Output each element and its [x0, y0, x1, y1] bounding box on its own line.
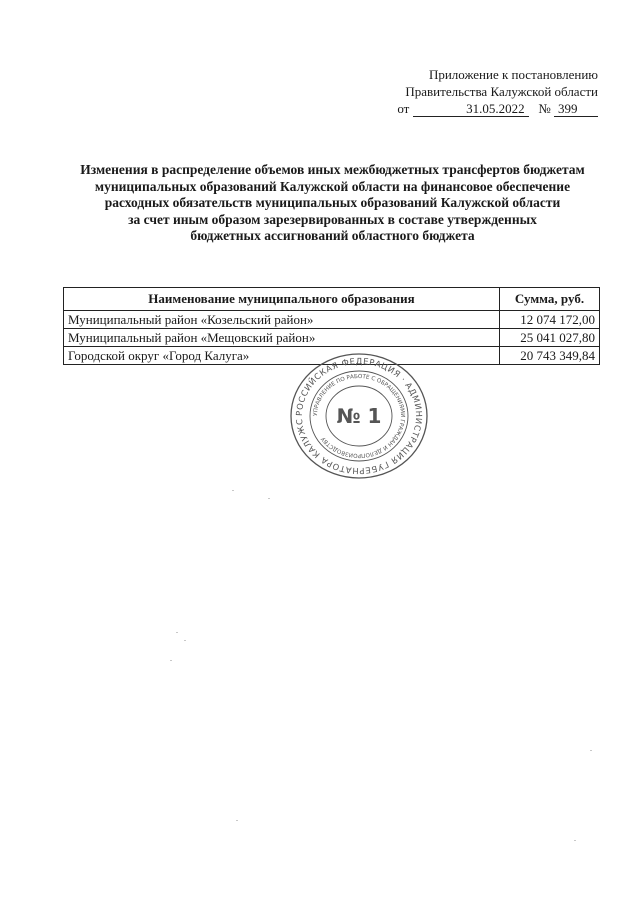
seal-graphic: [288, 351, 430, 481]
municipality-name: Муниципальный район «Козельский район»: [64, 311, 500, 329]
date-number-line: [397, 100, 598, 117]
scan-speck: [268, 498, 270, 499]
seal-center-text: № 1: [336, 404, 382, 428]
scan-speck: [590, 750, 592, 751]
appendix-header: [397, 66, 598, 117]
amount-cell: 25 041 027,80: [500, 329, 600, 347]
title-line: муниципальных образований Калужской области на финансовое обеспечение: [94, 178, 571, 194]
appendix-line-1: Приложение к постановлению: [428, 67, 598, 82]
title-line: расходных обязательств муниципальных образований Калужской области: [104, 195, 561, 210]
official-seal: [288, 351, 430, 481]
amount-cell: 20 743 349,84: [500, 347, 600, 365]
scan-speck: [232, 490, 234, 491]
municipality-name: Муниципальный район «Мещовский район»: [64, 329, 500, 347]
date-prefix: от: [397, 101, 410, 116]
municipality-name: Городской округ «Город Калуга»: [64, 347, 500, 365]
title-line: за счет иным образом зарезервированных в составе утвержденных: [128, 211, 537, 227]
decree-date: 31.05.2022: [413, 102, 529, 117]
appendix-line-2: Правительства Калужской области: [405, 84, 598, 99]
scan-speck: [236, 820, 238, 821]
scan-speck: [574, 840, 576, 841]
table-row: [64, 329, 600, 347]
number-prefix: №: [538, 101, 551, 116]
document-title: [60, 162, 605, 245]
title-line: Изменения в распределение объемов иных межбюджетных трансфертов бюджетам: [80, 162, 585, 177]
seal-outer-text: РОССИЙСКАЯ ФЕДЕРАЦИЯ · АДМИНИСТРАЦИЯ ГУБЕРНАТОРА КАЛУЖС: [293, 355, 425, 477]
header-municipality: Наименование муниципального образования: [64, 288, 500, 311]
amount-cell: 12 074 172,00: [500, 311, 600, 329]
scan-speck: [184, 640, 186, 641]
table-row: [64, 311, 600, 329]
title-line: бюджетных ассигнований областного бюджета: [190, 228, 475, 243]
header-amount: Сумма, руб.: [500, 288, 600, 311]
scan-speck: [176, 632, 178, 633]
decree-number: 399: [554, 102, 598, 117]
table-header-row: [64, 288, 600, 311]
seal-inner-text: УПРАВЛЕНИЕ ПО РАБОТЕ С ОБРАЩЕНИЯМИ ГРАЖДАН И ДЕЛОПРОИЗВОДСТВУ: [312, 373, 406, 459]
scan-speck: [170, 660, 172, 661]
